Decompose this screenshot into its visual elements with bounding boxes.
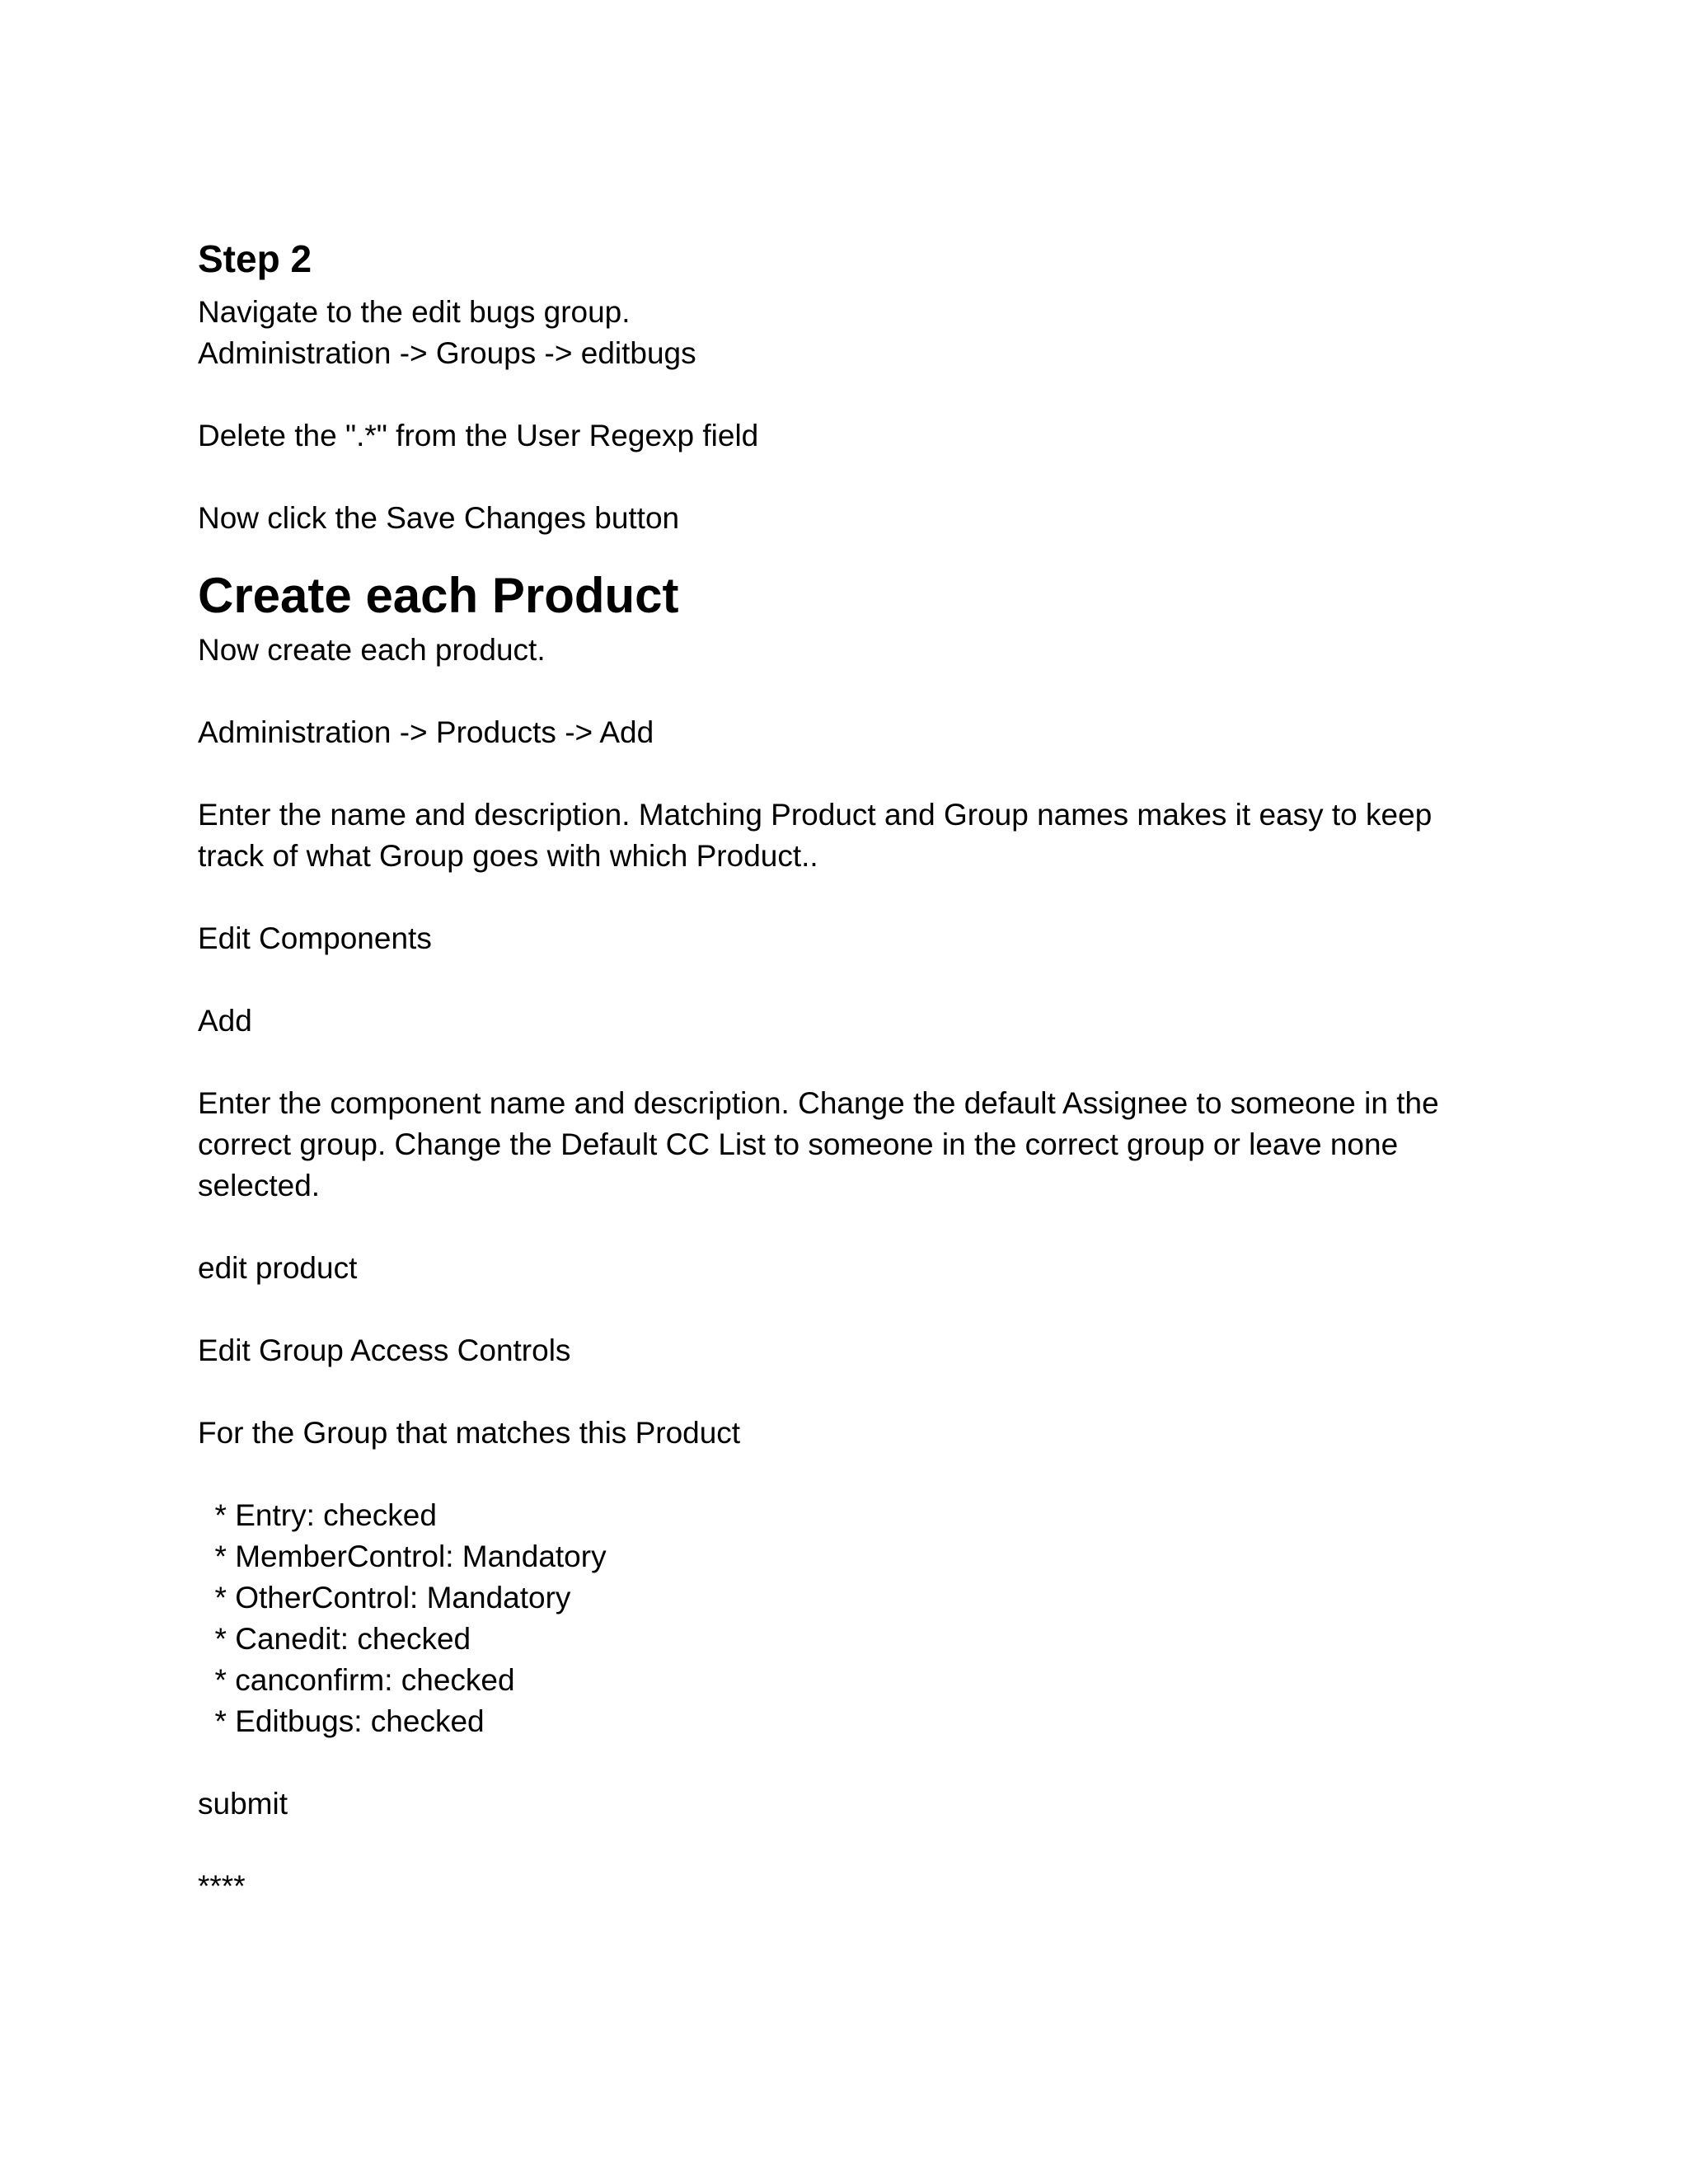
navigate-text: Navigate to the edit bugs group.: [198, 295, 631, 329]
enter-name-line-1: Enter the name and description. Matching Product and Group names makes it easy to keep: [198, 798, 1432, 832]
add-text: Add: [198, 1004, 252, 1038]
list-item: * canconfirm: checked: [198, 1663, 515, 1697]
separator-text: ****: [198, 1869, 246, 1903]
for-group-text: For the Group that matches this Product: [198, 1416, 741, 1450]
list-item: * Editbugs: checked: [198, 1704, 485, 1738]
document-page: [198, 234, 1500, 1907]
create-product-intro: Now create each product.: [198, 633, 546, 667]
component-line-3: selected.: [198, 1169, 321, 1202]
list-item: * MemberControl: Mandatory: [198, 1540, 607, 1573]
groups-path-text: Administration -> Groups -> editbugs: [198, 336, 696, 370]
delete-regexp-text: Delete the ".*" from the User Regexp field: [198, 419, 759, 452]
products-path-text: Administration -> Products -> Add: [198, 715, 654, 749]
list-item: * OtherControl: Mandatory: [198, 1581, 571, 1615]
step-2-heading: Step 2: [198, 237, 312, 280]
enter-name-line-2: track of what Group goes with which Product..: [198, 839, 818, 873]
save-changes-text: Now click the Save Changes button: [198, 501, 680, 535]
edit-components-text: Edit Components: [198, 921, 432, 955]
list-item: * Canedit: checked: [198, 1622, 471, 1656]
component-line-1: Enter the component name and description. Change the default Assignee to someone in the: [198, 1086, 1439, 1120]
submit-text: submit: [198, 1787, 288, 1821]
edit-group-access-text: Edit Group Access Controls: [198, 1333, 571, 1367]
create-product-heading: Create each Product: [198, 568, 679, 623]
edit-product-text: edit product: [198, 1251, 358, 1285]
group-settings-list: [198, 1495, 1500, 1742]
list-item: * Entry: checked: [198, 1498, 437, 1532]
component-line-2: correct group. Change the Default CC List to someone in the correct group or leave none: [198, 1127, 1399, 1161]
